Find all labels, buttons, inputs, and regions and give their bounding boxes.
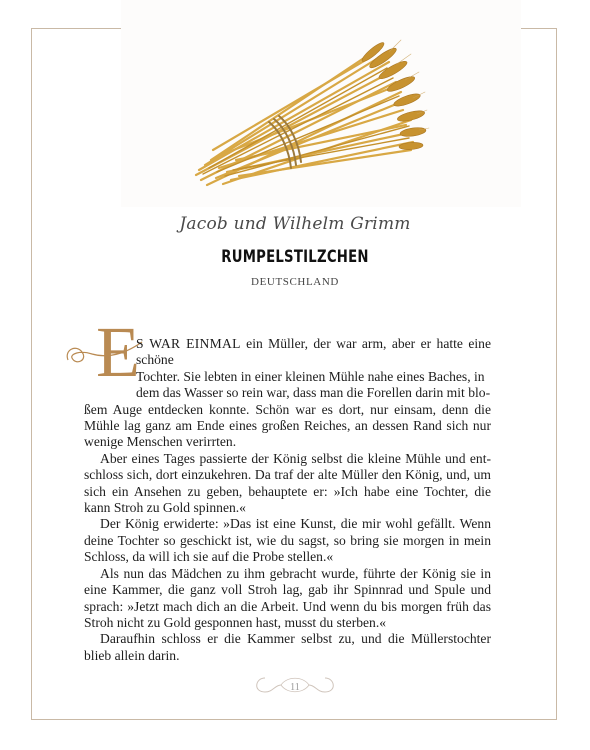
opening-smallcaps: S WAR EINMAL <box>136 336 241 351</box>
paragraph-4: Als nun das Mädchen zu ihm gebracht wurde, führte der König sie in eine Kammer, die ganz voll Stroh lag, gab ihr Spinnrad und Spule und sprach: »Jetzt mach dich an die Arbeit. Und wenn du bis morgen früh das Stroh nicht zu Gold gesponnen hast, musst du sterben.« <box>84 565 491 630</box>
page-number: 11 <box>290 682 300 693</box>
story-title: RUMPELSTILZCHEN <box>221 247 369 267</box>
country-label: DEUTSCHLAND <box>251 276 339 288</box>
paragraph-1-line-3: dem das Wasser so rein war, dass man die Forellen darin mit blo- <box>136 385 491 401</box>
paragraph-1-rest: ßem Auge entdecken konnte. Schön war es dort, nur einsam, denn die Mühle lag ganz am Ende eines großen Reiches, an dessen Rand sich nur wenige Menschen verirrten. <box>84 401 491 450</box>
text-line: ein Müller, der war arm, aber er hatte eine schöne <box>136 336 491 368</box>
wheat-sheaf-illustration <box>121 0 521 207</box>
drop-cap: E <box>96 312 140 392</box>
paragraph-5: Daraufhin schloss er die Kammer selbst zu, und die Müllerstochter blieb allein darin. <box>84 631 491 663</box>
paragraph-1-line-2: Tochter. Sie lebten in einer kleinen Mühle nahe eines Baches, in <box>136 368 485 384</box>
paragraph-2: Aber eines Tages passierte der König selbst die kleine Mühle und ent-schloss sich, dort einzukehren. Da traf der alte Müller den König, und, um sich ein Ansehen zu geben, behauptete er: »Ich habe eine Tochter, die kann Stroh zu Gold spinnen.« <box>84 450 491 516</box>
story-body <box>84 336 491 664</box>
paragraph-3: Der König erwiderte: »Das ist eine Kunst, die mir wohl gefällt. Wenn deine Tochter so geschickt ist, wie du sagst, so bring sie morgen in mein Schloss, da will ich sie auf die Probe stellen.« <box>84 516 491 565</box>
paragraph-1-line-1 <box>84 336 491 369</box>
author-name: Jacob und Wilhelm Grimm <box>179 214 411 234</box>
